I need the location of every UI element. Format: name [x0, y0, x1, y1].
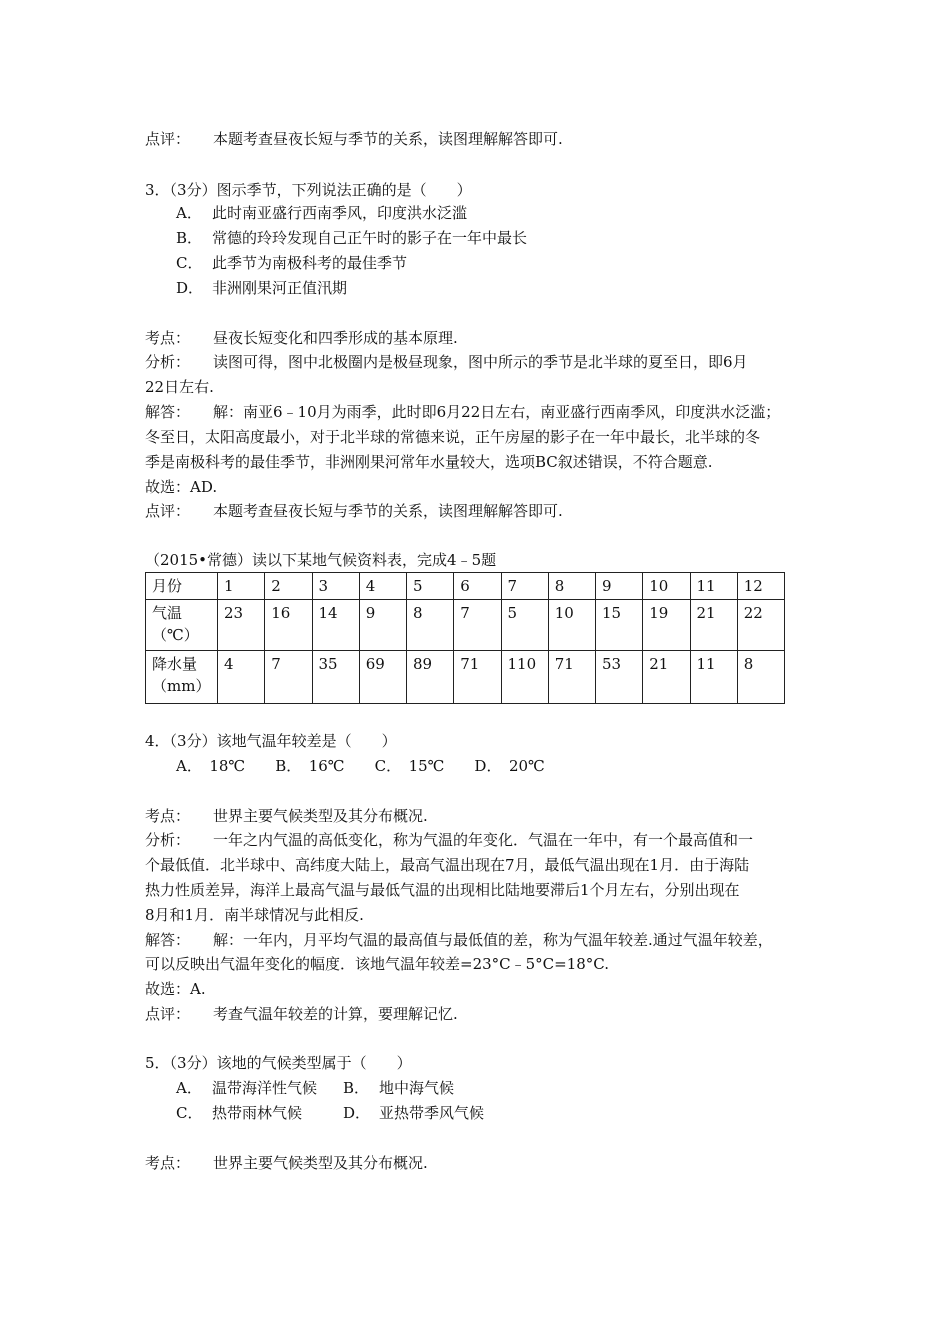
table-cell: 5 [501, 600, 548, 651]
q4-options: A． 18℃ B． 16℃ C． 15℃ D． 20℃ [176, 757, 545, 775]
q3-answer: 故选：AD. [145, 478, 218, 496]
q3-option-b: B． 常德的玲玲发现自己正午时的影子在一年中最长 [176, 229, 528, 247]
q4-fenxi-cont-1: 个最低值．北半球中、高纬度大陆上，最高气温出现在7月，最低气温出现在1月．由于海陆 [145, 856, 750, 874]
table-cell: 11 [690, 651, 737, 704]
table-cell: 7 [265, 651, 312, 704]
section-intro: （2015•常德）读以下某地气候资料表，完成4﹣5题 [145, 551, 497, 569]
precipitation-row [146, 651, 785, 704]
comment-text: 本题考查昼夜长短与季节的关系，读图理解解答即可. [213, 130, 563, 148]
q5-option-a: A． 温带海洋性气候 [176, 1079, 318, 1097]
climate-table [145, 572, 785, 704]
table-cell: 8 [737, 651, 784, 704]
table-cell: 1 [218, 573, 265, 600]
table-cell: 89 [407, 651, 454, 704]
q5-option-d: D． 亚热带季风气候 [343, 1104, 485, 1122]
table-cell: 14 [312, 600, 359, 651]
table-cell: 4 [359, 573, 406, 600]
table-cell: 5 [407, 573, 454, 600]
table-cell: 71 [548, 651, 595, 704]
table-cell: 23 [218, 600, 265, 651]
q3-kaodian: 考点： 昼夜长短变化和四季形成的基本原理. [145, 329, 458, 347]
q4-jieda-cont: 可以反映出气温年变化的幅度．该地气温年较差=23°C﹣5°C=18°C. [145, 955, 610, 973]
table-cell: 10 [548, 600, 595, 651]
comment-line [145, 129, 563, 149]
month-row [146, 573, 785, 600]
q4-fenxi-cont-3: 8月和1月．南半球情况与此相反. [145, 906, 364, 924]
q3-stem: 3．（3分）图示季节，下列说法正确的是（ ） [145, 181, 472, 199]
table-cell: 11 [690, 573, 737, 600]
table-cell: 21 [643, 651, 690, 704]
q5-stem: 5．（3分）该地的气候类型属于（ ） [145, 1054, 412, 1072]
table-cell: 35 [312, 651, 359, 704]
q3-fenxi: 分析： 读图可得，图中北极圈内是极昼现象，图中所示的季节是北半球的夏至日，即6月 [145, 353, 748, 371]
q4-stem: 4．（3分）该地气温年较差是（ ） [145, 732, 397, 750]
q4-fenxi-cont-2: 热力性质差异，海洋上最高气温与最低气温的出现相比陆地要滞后1个月左右，分别出现在 [145, 881, 740, 899]
q3-option-a: A． 此时南亚盛行西南季风，印度洪水泛滥 [176, 204, 468, 222]
q4-fenxi: 分析： 一年之内气温的高低变化，称为气温的年变化．气温在一年中，有一个最高值和一 [145, 831, 754, 849]
table-cell: 21 [690, 600, 737, 651]
row-header-cell: 气温 （℃） [146, 600, 218, 651]
q4-answer: 故选：A. [145, 980, 206, 998]
temperature-row [146, 600, 785, 651]
q3-option-d: D． 非洲刚果河正值汛期 [176, 279, 348, 297]
q5-option-b: B． 地中海气候 [343, 1079, 455, 1097]
table-cell: 6 [454, 573, 501, 600]
table-cell: 3 [312, 573, 359, 600]
q3-jieda-cont-2: 季是南极科考的最佳季节，非洲刚果河常年水量较大，选项BC叙述错误，不符合题意. [145, 453, 713, 471]
q4-kaodian: 考点： 世界主要气候类型及其分布概况. [145, 807, 428, 825]
table-cell: 110 [501, 651, 548, 704]
table-cell: 9 [596, 573, 643, 600]
table-cell: 2 [265, 573, 312, 600]
table-cell: 4 [218, 651, 265, 704]
q5-kaodian: 考点： 世界主要气候类型及其分布概况. [145, 1154, 428, 1172]
table-cell: 12 [737, 573, 784, 600]
comment-label: 点评： [145, 130, 191, 148]
table-cell: 19 [643, 600, 690, 651]
row-header-cell: 月份 [146, 573, 218, 600]
table-cell: 22 [737, 600, 784, 651]
q3-fenxi-cont: 22日左右. [145, 378, 214, 396]
table-cell: 7 [454, 600, 501, 651]
table-cell: 8 [407, 600, 454, 651]
q5-option-c: C． 热带雨林气候 [176, 1104, 303, 1122]
table-cell: 7 [501, 573, 548, 600]
row-header-cell: 降水量 （mm） [146, 651, 218, 704]
table-cell: 10 [643, 573, 690, 600]
table-cell: 71 [454, 651, 501, 704]
table-cell: 53 [596, 651, 643, 704]
table-cell: 9 [359, 600, 406, 651]
table-cell: 16 [265, 600, 312, 651]
q3-option-c: C． 此季节为南极科考的最佳季节 [176, 254, 408, 272]
q3-jieda: 解答： 解：南亚6﹣10月为雨季，此时即6月22日左右，南亚盛行西南季风，印度洪水泛滥； [145, 403, 781, 421]
q3-jieda-cont-1: 冬至日，太阳高度最小，对于北半球的常德来说，正午房屋的影子在一年中最长，北半球的冬 [145, 428, 761, 446]
table-cell: 69 [359, 651, 406, 704]
q4-jieda: 解答： 解：一年内，月平均气温的最高值与最低值的差，称为气温年较差.通过气温年较差， [145, 931, 773, 949]
q3-comment: 点评： 本题考查昼夜长短与季节的关系，读图理解解答即可. [145, 502, 563, 520]
table-cell: 15 [596, 600, 643, 651]
q4-comment: 点评： 考查气温年较差的计算，要理解记忆. [145, 1005, 458, 1023]
table-cell: 8 [548, 573, 595, 600]
